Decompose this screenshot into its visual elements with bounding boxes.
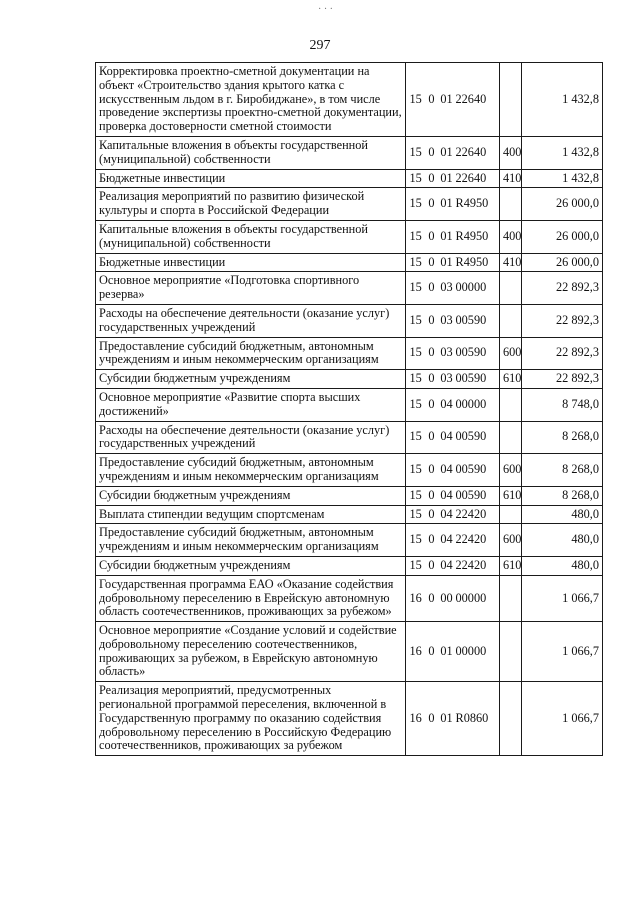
- direction-code: 00590: [455, 312, 487, 327]
- direction-code: 00000: [455, 590, 487, 605]
- subprogram-code: 0: [428, 590, 435, 605]
- amount: 1 066,7: [522, 682, 603, 756]
- target-article-code: [406, 220, 500, 253]
- activity-code: 03: [440, 312, 453, 327]
- activity-code: 04: [440, 396, 453, 411]
- table-row: [96, 188, 603, 221]
- activity-code: 04: [440, 487, 453, 502]
- target-article-code: [406, 337, 500, 370]
- page-number: 297: [309, 38, 331, 53]
- expense-type-code: 410: [500, 253, 522, 272]
- program-code: 15: [409, 429, 422, 444]
- program-code: 16: [409, 710, 422, 725]
- amount: 22 892,3: [522, 370, 603, 389]
- expense-type-code: [500, 575, 522, 621]
- target-article-code: [406, 63, 500, 137]
- amount: 26 000,0: [522, 253, 603, 272]
- table-row: [96, 220, 603, 253]
- direction-code: 22420: [455, 532, 487, 547]
- scan-mark: · · ·: [318, 4, 333, 15]
- subprogram-code: 0: [428, 557, 435, 572]
- target-article-code: [406, 136, 500, 169]
- activity-code: 01: [440, 196, 453, 211]
- expense-name: Предоставление субсидий бюджетным, автономным учреждениям и иным некоммерческим организациям: [96, 454, 406, 487]
- subprogram-code: 0: [428, 312, 435, 327]
- expense-type-code: 610: [500, 370, 522, 389]
- target-article-code: [406, 169, 500, 188]
- direction-code: 00000: [455, 396, 487, 411]
- expense-name: Государственная программа ЕАО «Оказание содействия добровольному переселению в Еврейскую автономную область соотечественников, проживающих за рубежом»: [96, 575, 406, 621]
- subprogram-code: 0: [428, 371, 435, 386]
- expense-type-code: [500, 304, 522, 337]
- direction-code: 22420: [455, 506, 487, 521]
- amount: 22 892,3: [522, 304, 603, 337]
- expense-type-code: [500, 421, 522, 454]
- activity-code: 04: [440, 506, 453, 521]
- program-code: 15: [409, 228, 422, 243]
- target-article-code: [406, 304, 500, 337]
- program-code: 15: [409, 280, 422, 295]
- activity-code: 04: [440, 557, 453, 572]
- activity-code: 04: [440, 532, 453, 547]
- target-article-code: [406, 505, 500, 524]
- subprogram-code: 0: [428, 254, 435, 269]
- program-code: 15: [409, 371, 422, 386]
- activity-code: 00: [440, 590, 453, 605]
- budget-table: [95, 62, 603, 756]
- expense-name: Субсидии бюджетным учреждениям: [96, 556, 406, 575]
- amount: 480,0: [522, 524, 603, 557]
- program-code: 15: [409, 345, 422, 360]
- expense-type-code: 600: [500, 524, 522, 557]
- table-row: [96, 622, 603, 682]
- program-code: 15: [409, 196, 422, 211]
- expense-name: Субсидии бюджетным учреждениям: [96, 486, 406, 505]
- amount: 1 432,8: [522, 63, 603, 137]
- activity-code: 01: [440, 710, 453, 725]
- amount: 8 268,0: [522, 486, 603, 505]
- expense-name: Реализация мероприятий по развитию физической культуры и спорта в Российской Федерации: [96, 188, 406, 221]
- direction-code: R4950: [455, 254, 489, 269]
- expense-name: Субсидии бюджетным учреждениям: [96, 370, 406, 389]
- program-code: 15: [409, 312, 422, 327]
- target-article-code: [406, 421, 500, 454]
- direction-code: 00590: [455, 371, 487, 386]
- expense-type-code: [500, 388, 522, 421]
- expense-name: Капитальные вложения в объекты государственной (муниципальной) собственности: [96, 136, 406, 169]
- table-row: [96, 421, 603, 454]
- program-code: 15: [409, 557, 422, 572]
- program-code: 15: [409, 532, 422, 547]
- target-article-code: [406, 622, 500, 682]
- target-article-code: [406, 524, 500, 557]
- subprogram-code: 0: [428, 487, 435, 502]
- target-article-code: [406, 486, 500, 505]
- program-code: 15: [409, 487, 422, 502]
- amount: 480,0: [522, 556, 603, 575]
- amount: 22 892,3: [522, 337, 603, 370]
- activity-code: 01: [440, 144, 453, 159]
- target-article-code: [406, 454, 500, 487]
- expense-name: Реализация мероприятий, предусмотренных региональной программой переселения, включенной в Государственную программу по оказанию содействия добровольному переселению в Российскую Федерацию соотечественников, проживающих за рубежом: [96, 682, 406, 756]
- amount: 22 892,3: [522, 272, 603, 305]
- table-row: [96, 388, 603, 421]
- expense-name: Предоставление субсидий бюджетным, автономным учреждениям и иным некоммерческим организациям: [96, 337, 406, 370]
- amount: 26 000,0: [522, 188, 603, 221]
- subprogram-code: 0: [428, 532, 435, 547]
- table-row: [96, 524, 603, 557]
- subprogram-code: 0: [428, 280, 435, 295]
- activity-code: 01: [440, 643, 453, 658]
- table-row: [96, 556, 603, 575]
- expense-type-code: [500, 63, 522, 137]
- table-row: [96, 370, 603, 389]
- program-code: 15: [409, 144, 422, 159]
- table-row: [96, 63, 603, 137]
- activity-code: 04: [440, 462, 453, 477]
- program-code: 16: [409, 643, 422, 658]
- expense-type-code: 610: [500, 556, 522, 575]
- expense-name: Выплата стипендии ведущим спортсменам: [96, 505, 406, 524]
- activity-code: 01: [440, 254, 453, 269]
- activity-code: 01: [440, 170, 453, 185]
- expense-name: Расходы на обеспечение деятельности (оказание услуг) государственных учреждений: [96, 421, 406, 454]
- target-article-code: [406, 370, 500, 389]
- activity-code: 04: [440, 429, 453, 444]
- direction-code: R4950: [455, 228, 489, 243]
- expense-type-code: 600: [500, 454, 522, 487]
- subprogram-code: 0: [428, 506, 435, 521]
- expense-name: Основное мероприятие «Развитие спорта высших достижений»: [96, 388, 406, 421]
- direction-code: 00590: [455, 429, 487, 444]
- target-article-code: [406, 388, 500, 421]
- expense-type-code: 610: [500, 486, 522, 505]
- budget-table-body: [96, 63, 603, 756]
- table-row: [96, 253, 603, 272]
- subprogram-code: 0: [428, 710, 435, 725]
- activity-code: 03: [440, 345, 453, 360]
- amount: 8 748,0: [522, 388, 603, 421]
- target-article-code: [406, 556, 500, 575]
- direction-code: R4950: [455, 196, 489, 211]
- target-article-code: [406, 272, 500, 305]
- table-row: [96, 136, 603, 169]
- amount: 1 432,8: [522, 136, 603, 169]
- amount: 8 268,0: [522, 454, 603, 487]
- table-row: [96, 272, 603, 305]
- program-code: 15: [409, 254, 422, 269]
- expense-name: Корректировка проектно-сметной документации на объект «Строительство здания крытого катка с искусственным льдом в г. Биробиджане», в том числе проведение экспертизы проектно-сметной документации, проверка достоверности сметной стоимости: [96, 63, 406, 137]
- subprogram-code: 0: [428, 429, 435, 444]
- expense-type-code: [500, 272, 522, 305]
- expense-type-code: [500, 622, 522, 682]
- expense-type-code: [500, 682, 522, 756]
- subprogram-code: 0: [428, 196, 435, 211]
- direction-code: 22420: [455, 557, 487, 572]
- subprogram-code: 0: [428, 170, 435, 185]
- direction-code: 00590: [455, 345, 487, 360]
- expense-name: Бюджетные инвестиции: [96, 253, 406, 272]
- amount: 1 066,7: [522, 575, 603, 621]
- direction-code: 22640: [455, 91, 487, 106]
- expense-type-code: [500, 188, 522, 221]
- expense-name: Капитальные вложения в объекты государственной (муниципальной) собственности: [96, 220, 406, 253]
- expense-name: Основное мероприятие «Подготовка спортивного резерва»: [96, 272, 406, 305]
- activity-code: 01: [440, 91, 453, 106]
- program-code: 15: [409, 462, 422, 477]
- amount: 8 268,0: [522, 421, 603, 454]
- target-article-code: [406, 253, 500, 272]
- activity-code: 03: [440, 280, 453, 295]
- expense-type-code: 400: [500, 136, 522, 169]
- subprogram-code: 0: [428, 228, 435, 243]
- target-article-code: [406, 575, 500, 621]
- activity-code: 03: [440, 371, 453, 386]
- subprogram-code: 0: [428, 144, 435, 159]
- amount: 1 432,8: [522, 169, 603, 188]
- expense-type-code: 410: [500, 169, 522, 188]
- amount: 480,0: [522, 505, 603, 524]
- table-row: [96, 682, 603, 756]
- subprogram-code: 0: [428, 643, 435, 658]
- target-article-code: [406, 682, 500, 756]
- subprogram-code: 0: [428, 462, 435, 477]
- activity-code: 01: [440, 228, 453, 243]
- direction-code: 00590: [455, 487, 487, 502]
- expense-name: Предоставление субсидий бюджетным, автономным учреждениям и иным некоммерческим организациям: [96, 524, 406, 557]
- expense-type-code: 400: [500, 220, 522, 253]
- target-article-code: [406, 188, 500, 221]
- program-code: 16: [409, 590, 422, 605]
- program-code: 15: [409, 170, 422, 185]
- table-row: [96, 454, 603, 487]
- table-row: [96, 486, 603, 505]
- table-row: [96, 169, 603, 188]
- expense-type-code: 600: [500, 337, 522, 370]
- direction-code: 00000: [455, 280, 487, 295]
- subprogram-code: 0: [428, 396, 435, 411]
- direction-code: 00000: [455, 643, 487, 658]
- direction-code: R0860: [455, 710, 489, 725]
- table-row: [96, 575, 603, 621]
- program-code: 15: [409, 506, 422, 521]
- program-code: 15: [409, 91, 422, 106]
- expense-name: Бюджетные инвестиции: [96, 169, 406, 188]
- table-row: [96, 505, 603, 524]
- program-code: 15: [409, 396, 422, 411]
- direction-code: 22640: [455, 144, 487, 159]
- expense-name: Расходы на обеспечение деятельности (оказание услуг) государственных учреждений: [96, 304, 406, 337]
- direction-code: 22640: [455, 170, 487, 185]
- subprogram-code: 0: [428, 345, 435, 360]
- expense-name: Основное мероприятие «Создание условий и содействие добровольному переселению соотечественников, проживающих за рубежом, в Еврейскую автономную область»: [96, 622, 406, 682]
- direction-code: 00590: [455, 462, 487, 477]
- amount: 1 066,7: [522, 622, 603, 682]
- amount: 26 000,0: [522, 220, 603, 253]
- subprogram-code: 0: [428, 91, 435, 106]
- expense-type-code: [500, 505, 522, 524]
- table-row: [96, 304, 603, 337]
- table-row: [96, 337, 603, 370]
